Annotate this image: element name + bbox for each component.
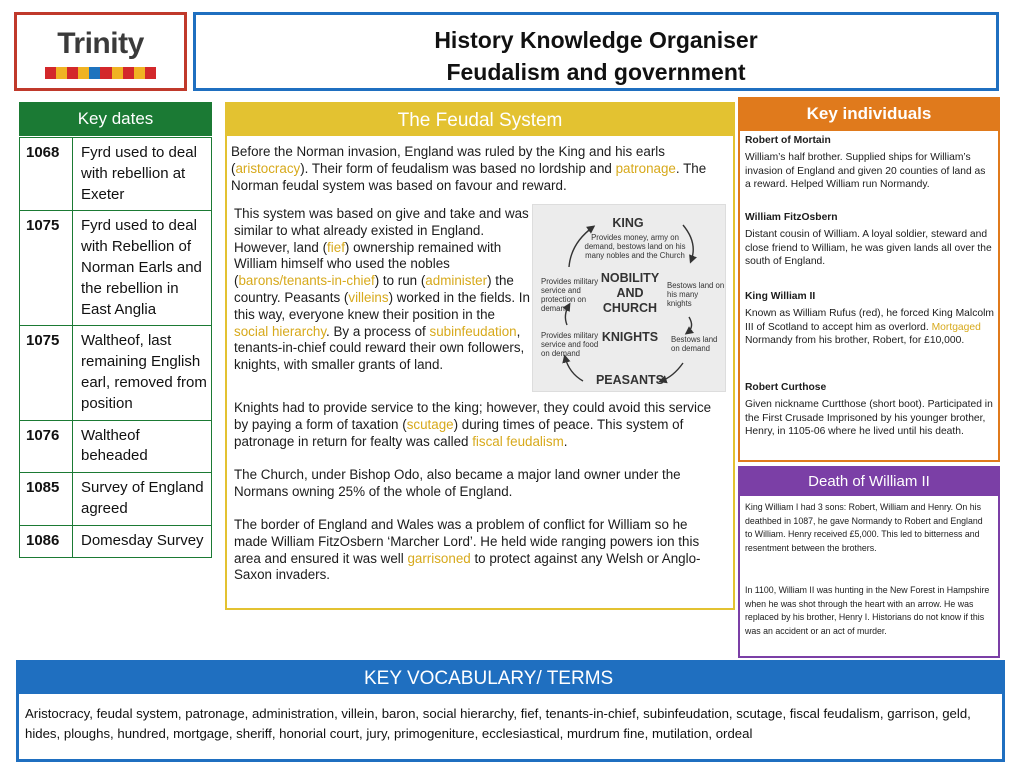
individual-description bbox=[745, 228, 994, 268]
feudal-system-panel bbox=[225, 102, 735, 610]
individual-entry bbox=[745, 290, 994, 347]
highlighted-term: fief bbox=[327, 239, 345, 255]
text-run: ). Their form of feudalism was based no lordship and bbox=[300, 160, 616, 176]
highlighted-term: fiscal feudalism bbox=[472, 433, 564, 449]
arrow-nobility-to-king bbox=[569, 227, 593, 267]
school-logo bbox=[14, 12, 187, 91]
logo-stripe bbox=[45, 67, 156, 79]
text-run: ) during times of peace. This system of patronage in return for fealty was called bbox=[234, 416, 684, 449]
key-date-event: Waltheof, last remaining English earl, removed from position bbox=[73, 326, 212, 420]
key-date-year: 1075 bbox=[20, 326, 73, 420]
logo-stripe-segment bbox=[134, 67, 145, 79]
key-date-year: 1068 bbox=[20, 138, 73, 211]
text-run: William’s half brother. Supplied ships for William’s invasion of England and given 20 counties of land as a reward. Helped William run Normandy. bbox=[745, 152, 986, 190]
individual-entry bbox=[745, 134, 994, 191]
key-dates-table bbox=[19, 137, 212, 558]
key-date-row bbox=[20, 326, 212, 420]
individual-description bbox=[745, 398, 994, 438]
individual-name: William FitzOsbern bbox=[745, 212, 838, 223]
individual-name: King William II bbox=[745, 291, 816, 302]
text-run: ) to run ( bbox=[374, 273, 426, 289]
page-title-box bbox=[193, 12, 999, 91]
death-paragraph-hunting: In 1100, William II was hunting in the New Forest in Hampshire when he was shot through the heart with an arrow. He was replaced by his brother, Henry I. Historians do not know if this was an accident or an act of murder. bbox=[745, 585, 990, 636]
feudal-pyramid-diagram bbox=[532, 204, 726, 392]
key-date-year: 1086 bbox=[20, 525, 73, 557]
text-run: Given nickname Curtthose (short boot). Participated in the First Crusade Imprisoned by his younger brother, Henry, in 1105-06 where he lived until his death. bbox=[745, 399, 993, 437]
key-date-event: Survey of England agreed bbox=[73, 473, 212, 526]
diagram-label-nobility: NOBILITY AND CHURCH bbox=[600, 271, 660, 315]
highlighted-term: barons/tenants-in-chief bbox=[238, 273, 375, 289]
logo-stripe-segment bbox=[45, 67, 56, 79]
feudal-paragraph-church bbox=[234, 467, 714, 501]
key-date-year: 1076 bbox=[20, 420, 73, 473]
logo-stripe-segment bbox=[56, 67, 67, 79]
feudal-paragraph-knights bbox=[234, 400, 714, 450]
page-subtitle: Feudalism and government bbox=[446, 59, 746, 85]
text-run: . The Norman feudal system was based on favour and reward. bbox=[231, 160, 707, 193]
highlighted-term: scutage bbox=[406, 416, 454, 432]
key-date-row bbox=[20, 420, 212, 473]
text-run: ) ownership remained with William himself who used the nobles ( bbox=[234, 239, 502, 289]
logo-stripe-segment bbox=[100, 67, 111, 79]
key-vocabulary-list: Aristocracy, feudal system, patronage, administration, villein, baron, social hierarchy, fief, tenants-in-chief, subinfeudation, scutage, fiscal feudalism, garrison, geld, hides, ploughs, hundred, mortgage, sheriff, honorial court, jury, primogeniture, ecclesiastical, murdrum fine, mutilation, ordeal bbox=[25, 706, 971, 741]
highlighted-term: aristocracy bbox=[235, 160, 301, 176]
key-date-year: 1075 bbox=[20, 211, 73, 326]
logo-stripe-segment bbox=[89, 67, 100, 79]
diagram-arrows bbox=[533, 205, 727, 393]
text-run: Distant cousin of William. A loyal soldier, steward and close friend to William, he was given lands all over the south of England. bbox=[745, 229, 992, 267]
key-date-row bbox=[20, 211, 212, 326]
text-run: to protect against any Welsh or Anglo-Saxon invaders. bbox=[234, 550, 701, 583]
highlighted-term: garrisoned bbox=[407, 550, 471, 566]
key-date-row bbox=[20, 138, 212, 211]
logo-stripe-segment bbox=[112, 67, 123, 79]
text-run: The border of England and Wales was a problem of conflict for William so he made William FitzOsbern ‘Marcher Lord’. He held wide ranging powers ion this area and ensured it was well bbox=[234, 517, 700, 566]
text-run: The Church, under Bishop Odo, also became a major land owner under the Normans owning 25% of the whole of England. bbox=[234, 467, 681, 499]
logo-stripe-segment bbox=[67, 67, 78, 79]
individual-entry bbox=[745, 381, 994, 438]
diagram-note-knights-left: Provides military service and food on demand bbox=[541, 331, 599, 358]
key-vocabulary-panel bbox=[16, 660, 1005, 762]
key-date-event: Fyrd used to deal with rebellion at Exeter bbox=[73, 138, 212, 211]
death-of-william-panel bbox=[738, 466, 1000, 658]
individual-description bbox=[745, 151, 994, 191]
highlighted-term: social hierarchy bbox=[234, 323, 327, 339]
death-of-william-heading: Death of William II bbox=[738, 466, 1000, 496]
text-run: . bbox=[563, 433, 568, 449]
highlighted-term: subinfeudation bbox=[429, 323, 517, 339]
feudal-paragraph-intro bbox=[231, 144, 713, 194]
feudal-paragraph-system bbox=[234, 206, 532, 374]
arrow-peasants-to-knights bbox=[565, 357, 583, 381]
key-dates-heading: Key dates bbox=[19, 102, 212, 136]
individual-name: Robert of Mortain bbox=[745, 135, 831, 146]
key-date-event: Fyrd used to deal with Rebellion of Norman Earls and the rebellion in East Anglia bbox=[73, 211, 212, 326]
key-date-row bbox=[20, 525, 212, 557]
individual-entry bbox=[745, 211, 994, 268]
arrow-knights-to-peasants bbox=[661, 363, 683, 381]
text-run: Knights had to provide service to the king; however, they could avoid this service by paying a form of taxation ( bbox=[234, 400, 712, 432]
key-individuals-panel bbox=[738, 97, 1000, 462]
key-individuals-heading: Key individuals bbox=[738, 97, 1000, 131]
text-run: . By a process of bbox=[326, 323, 430, 339]
feudal-system-heading: The Feudal System bbox=[225, 102, 735, 136]
logo-stripe-segment bbox=[145, 67, 156, 79]
text-run: ) the country. Peasants ( bbox=[234, 273, 514, 305]
key-date-event: Domesday Survey bbox=[73, 525, 212, 557]
arrow-nobility-to-knights bbox=[687, 317, 692, 333]
text-run: ) worked in the fields. In this way, everyone knew their position in the bbox=[234, 289, 530, 322]
individual-name: Robert Curthose bbox=[745, 382, 827, 393]
text-run: Before the Norman invasion, England was ruled by the King and his earls ( bbox=[231, 144, 665, 176]
logo-stripe-segment bbox=[78, 67, 89, 79]
text-run: Known as William Rufus (red), he forced King Malcolm III of Scotland to accept him as overlord. bbox=[745, 308, 994, 333]
death-paragraph-sons: King William I had 3 sons: Robert, William and Henry. On his deathbed in 1087, he gave Normandy to Robert and England to William. Henry received £5,000. This led to bitterness and resentment between the brothers. bbox=[745, 502, 983, 553]
highlighted-term: administer bbox=[425, 273, 488, 289]
highlighted-term: Mortgaged bbox=[931, 321, 981, 333]
highlighted-term: villeins bbox=[348, 289, 389, 305]
diagram-note-nobility-right: Bestows land on his many knights bbox=[667, 281, 725, 308]
diagram-note-king: Provides money, army on demand, bestows land on his many nobles and the Church bbox=[584, 233, 686, 260]
page-title: History Knowledge Organiser bbox=[434, 27, 758, 53]
text-run: This system was based on give and take and was similar to what already existed in England. However, land ( bbox=[234, 206, 529, 255]
arrow-king-to-nobility bbox=[683, 225, 693, 261]
key-date-event: Waltheof beheaded bbox=[73, 420, 212, 473]
diagram-label-knights: KNIGHTS bbox=[601, 330, 659, 344]
diagram-label-peasants: PEASANTS bbox=[595, 373, 665, 387]
key-vocabulary-heading: KEY VOCABULARY/ TERMS bbox=[16, 660, 1005, 694]
text-run: Normandy from his brother, Robert, for £10,000. bbox=[745, 334, 965, 346]
logo-stripe-segment bbox=[123, 67, 134, 79]
individual-description bbox=[745, 307, 994, 347]
arrow-knights-to-nobility bbox=[565, 305, 569, 325]
key-date-year: 1085 bbox=[20, 473, 73, 526]
diagram-label-king: KING bbox=[612, 216, 644, 230]
logo-text: Trinity bbox=[57, 27, 144, 60]
diagram-note-knights-right: Bestows land on demand bbox=[671, 335, 718, 353]
feudal-paragraph-border bbox=[234, 517, 724, 584]
key-date-row bbox=[20, 473, 212, 526]
diagram-note-nobility-left: Provides military service and protection on demand bbox=[541, 277, 599, 313]
highlighted-term: patronage bbox=[615, 160, 676, 176]
text-run: , tenants-in-chief could reward their own followers, knights, with smaller grants of land. bbox=[234, 323, 525, 373]
